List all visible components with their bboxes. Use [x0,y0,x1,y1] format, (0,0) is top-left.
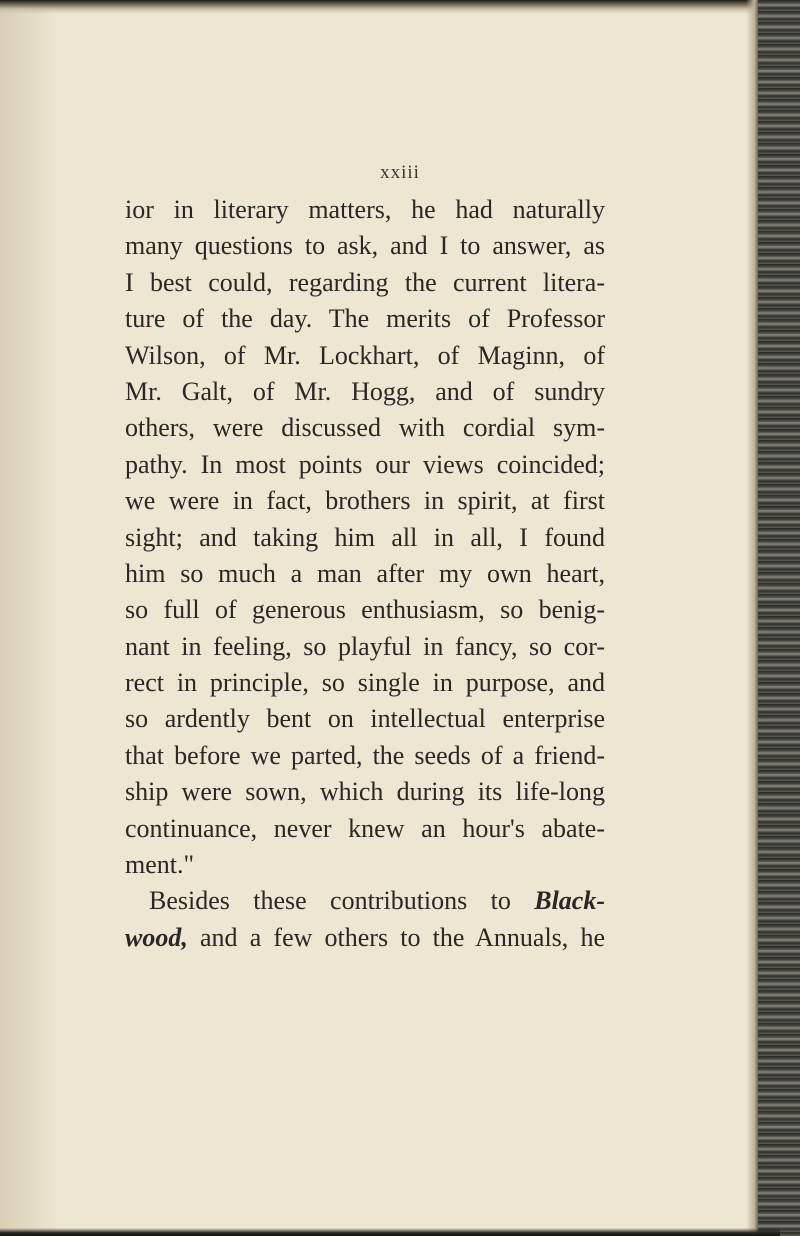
text-line: ship were sown, which during its life-long [125,777,605,807]
text-line: that before we parted, the seeds of a friend- [125,740,605,770]
italic-title: wood, [125,922,188,952]
paragraph-line [125,883,605,919]
text-span: and a few others to the Annuals, he [187,922,605,952]
text-line: Wilson, of Mr. Lockhart, of Maginn, of [125,340,605,370]
text-line: ture of the day. The merits of Professor [125,304,605,334]
text-line: so full of generous enthusiasm, so benig- [125,595,605,625]
text-line: ior in literary matters, he had naturally [125,195,605,224]
page-number: xxiii [380,162,420,183]
text-line: rect in principle, so single in purpose, and [125,668,605,698]
text-line: Mr. Galt, of Mr. Hogg, and of sundry [125,376,605,406]
text-line: continuance, never knew an hour's abate- [125,813,605,843]
text-line: nant in feeling, so playful in fancy, so cor- [125,631,605,661]
book-binding [758,0,800,1236]
text-line: ment." [125,850,195,880]
text-line: we were in fact, brothers in spirit, at first [125,486,605,516]
page-bottom-edge [0,1228,780,1236]
text-line: I best could, regarding the current litera- [125,267,605,297]
binding-shadow [746,0,758,1236]
text-line: pathy. In most points our views coincided; [125,449,605,479]
text-line: others, were discussed with cordial sym- [125,413,605,443]
text-line: many questions to ask, and I to answer, as [125,231,605,261]
page-top-edge [0,0,770,14]
text-span: Besides these contributions to [149,886,535,916]
text-line: him so much a man after my own heart, [125,558,605,588]
page-shadow [0,0,60,1236]
text-line: so ardently bent on intellectual enterprise [125,704,605,734]
paragraph-line [125,920,605,956]
body-text [125,192,605,956]
italic-title: Black- [534,886,605,916]
text-line: sight; and taking him all in all, I found [125,522,605,552]
